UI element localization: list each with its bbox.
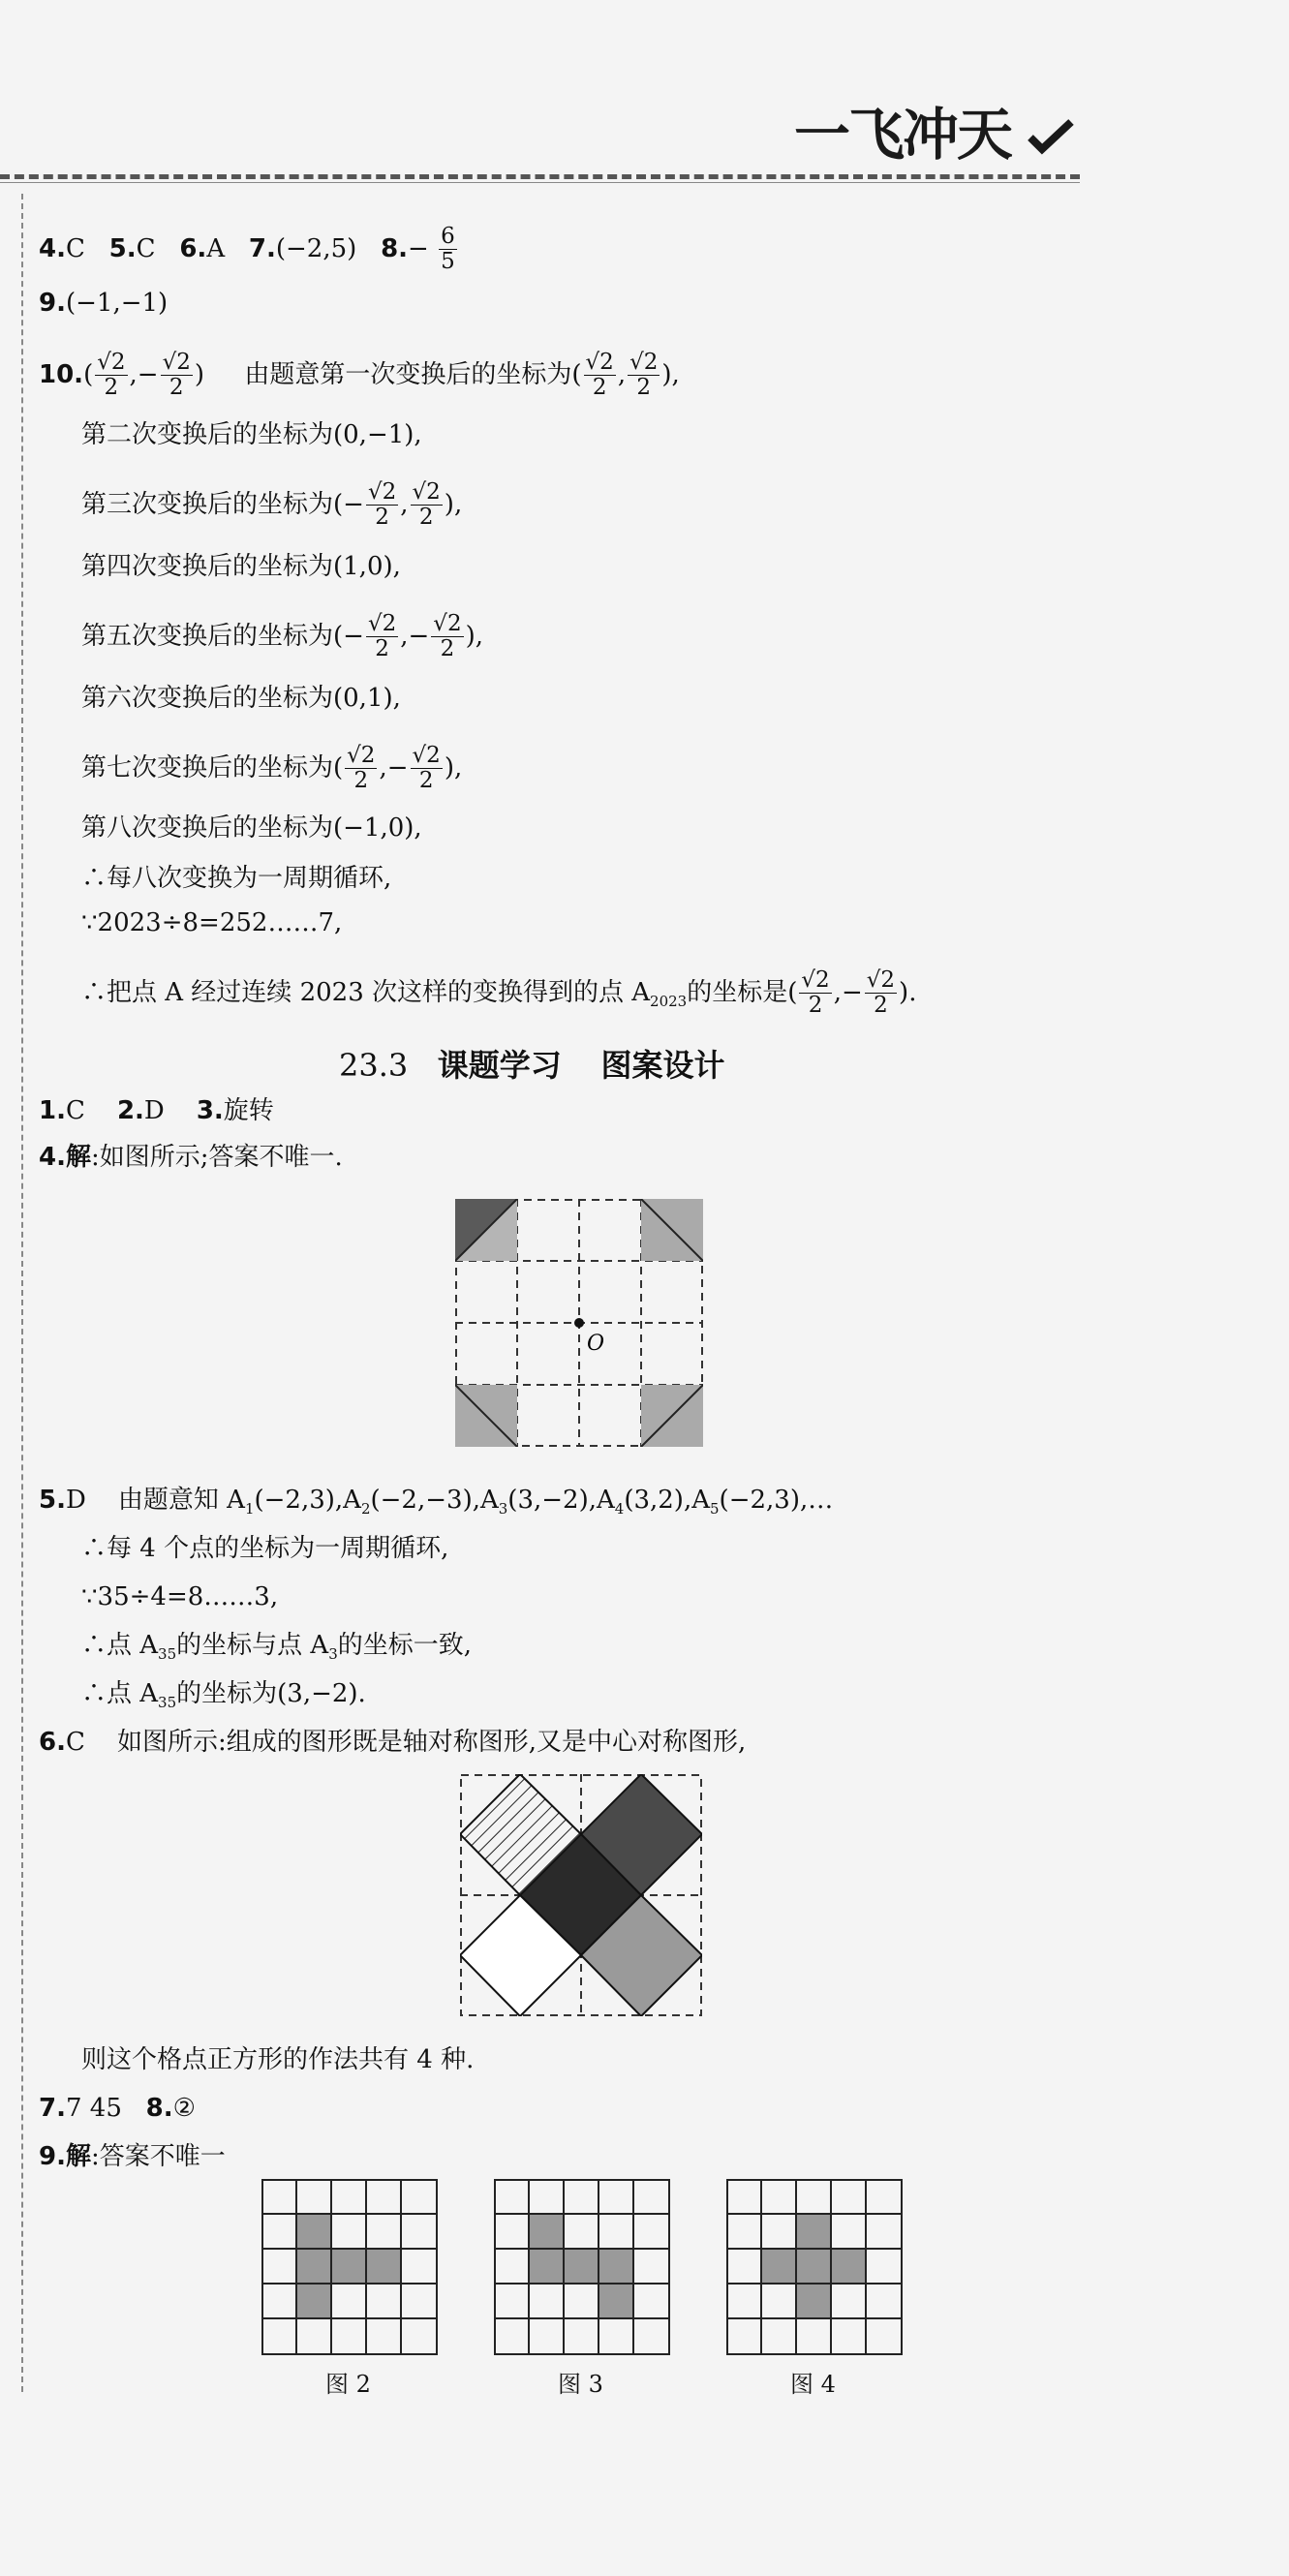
header-divider-thin [0,182,1080,183]
answer-5-line-2: ∴每 4 个点的坐标为一周期循环, [81,1534,449,1563]
check-icon [1027,116,1075,155]
conclusion-cycle: ∴每八次变换为一周期循环, [81,864,392,893]
section-title: 23.3 课题学习 图案设计 [339,1047,725,1084]
answer-9-heading: 9.解:答案不唯一 [39,2142,226,2171]
answer-6: 6.C 如图所示:组成的图形既是轴对称图形,又是中心对称图形, [39,1728,747,1757]
answer-10: 10.( $\frac{√2}{2}$ ,− $\frac{√2}{2}$ ) 由题意第一次变换后的坐标为( $\frac{√2}{2}$ , $\frac{√2}{2}$ ), [39,350,680,401]
caption-fig-4: 图 4 [790,2371,836,2398]
step-3: 第三次变换后的坐标为(− $\frac{√2}{2}$ , $\frac{√2}{2}$ ), [81,479,463,531]
figure-grid-4x4 [455,1199,703,1447]
figure-rotated-squares [460,1774,702,2016]
answers-1-3: 1.C 2.D 3.旋转 [39,1096,274,1125]
caption-fig-2: 图 2 [325,2371,371,2398]
answer-5-line-4: ∴点 $A_{35}$的坐标与点 $A_3$的坐标一致, [81,1631,472,1664]
step-4: 第四次变换后的坐标为(1,0), [81,552,401,581]
step-2: 第二次变换后的坐标为(0,−1), [81,420,422,449]
step-5: 第五次变换后的坐标为(− $\frac{√2}{2}$ ,− $\frac{√2}{2}$ ), [81,611,484,662]
figure-grid-2 [261,2179,438,2355]
conclusion-division: ∵2023÷8=252……7, [81,908,343,937]
caption-fig-3: 图 3 [558,2371,603,2398]
origin-label: O [587,1332,605,1356]
answer-4: 4.解:如图所示;答案不唯一. [39,1143,343,1172]
answer-5-line-3: ∵35÷4=8……3, [81,1582,279,1611]
answer-6-conclusion: 则这个格点正方形的作法共有 4 种. [81,2045,475,2074]
brand-logo: 一飞冲天 [794,102,1012,168]
margin-line [21,194,23,2392]
conclusion-final: ∴把点 A 经过连续 2023 次这样的变换得到的点 $A_{2023}$的坐标是( $\frac{√2}{2}$ ,− $\frac{√2}{2}$ ). [81,967,917,1019]
header-divider [0,174,1080,179]
answer-5: 5.D 由题意知 $A_1(-2,3),A_2(-2,-3),A_3(3,-2),A_4(3,2),A_5(-2,3),\dots$ [39,1486,834,1518]
figure-grid-3 [494,2179,670,2355]
step-8: 第八次变换后的坐标为(−1,0), [81,813,422,843]
figure-grid-4 [726,2179,903,2355]
step-6: 第六次变换后的坐标为(0,1), [81,684,401,713]
answers-4-8: 4.C 5.C 6.A 7.(−2,5) 8.− $\frac{6}{5}$ [39,224,455,275]
answer-9: 9.(−1,−1) [39,289,169,318]
answer-5-line-5: ∴点 $A_{35}$的坐标为(3,−2). [81,1679,366,1712]
step-7: 第七次变换后的坐标为( $\frac{√2}{2}$ ,− $\frac{√2}{2}$ ), [81,743,463,794]
answers-7-8: 7.7 45 8.② [39,2094,196,2123]
origin-point [574,1318,584,1328]
